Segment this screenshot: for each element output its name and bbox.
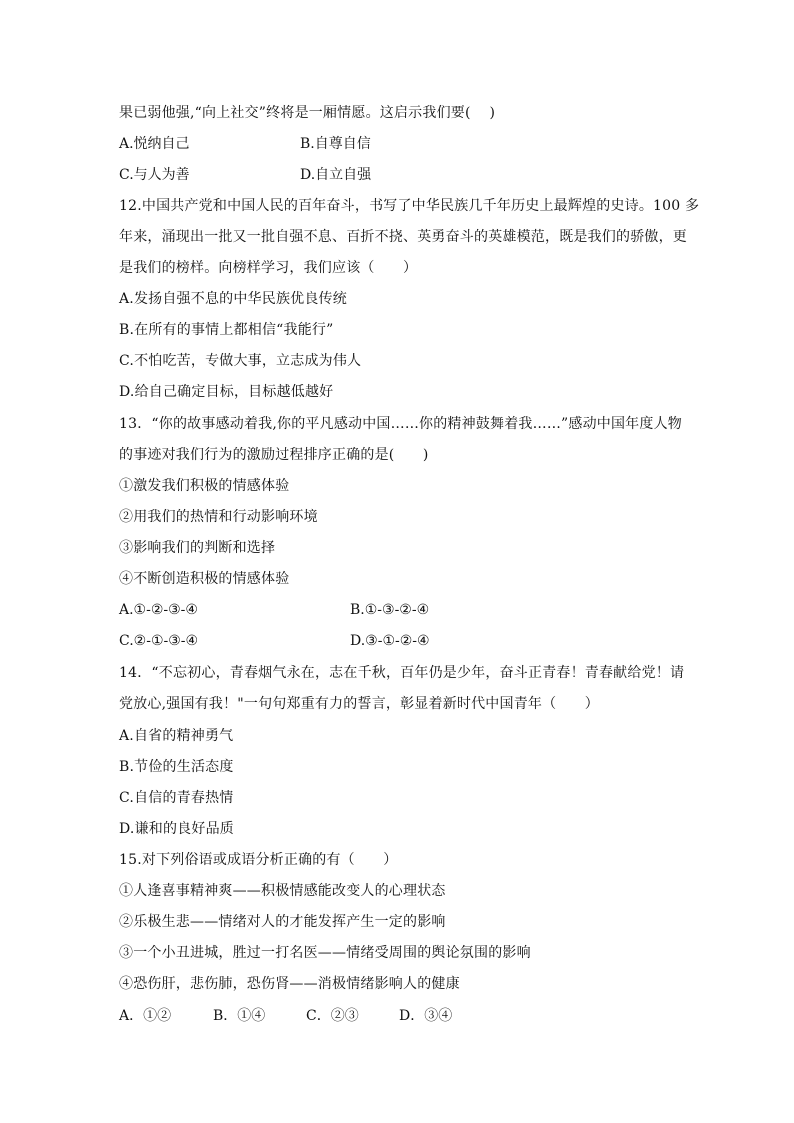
q15-item-1: ①人逢喜事精神爽——积极情感能改变人的心理状态	[119, 883, 446, 899]
q13-option-a: A.①-②-③-④	[119, 602, 198, 618]
q13-option-c: C.②-①-③-④	[119, 633, 199, 649]
q14-option-d: D.谦和的良好品质	[119, 821, 234, 837]
q11-option-a: A.悦纳自己	[119, 136, 190, 152]
q13-item-3: ③影响我们的判断和选择	[119, 540, 276, 556]
q12-stem-line-2: 年来，涌现出一批又一批自强不息、百折不挠、英勇奋斗的英雄模范，既是我们的骄傲，更	[119, 229, 687, 245]
q12-stem-line-1: 12.中国共产党和中国人民的百年奋斗，书写了中华民族几千年历史上最辉煌的史诗。100 多	[119, 198, 700, 214]
q13-item-4: ④不断创造积极的情感体验	[119, 571, 290, 587]
q15-item-2: ②乐极生悲——情绪对人的才能发挥产生一定的影响	[119, 914, 446, 930]
q14-option-a: A.自省的精神勇气	[119, 728, 234, 744]
q13-option-d: D.③-①-②-④	[350, 633, 430, 649]
q14-option-b: B.节俭的生活态度	[119, 759, 234, 775]
q14-stem-line-1: 14．“不忘初心，青春烟气永在，志在千秋，百年仍是少年，奋斗正青春！青春献给党！请	[119, 665, 685, 681]
q15-option-c: C．②③	[306, 1008, 359, 1024]
q15-option-a: A．①②	[119, 1008, 172, 1024]
q15-item-4: ④恐伤肝，悲伤肺，恐伤肾——消极情绪影响人的健康	[119, 976, 460, 992]
q14-option-c: C.自信的青春热情	[119, 790, 234, 806]
q15-option-d: D．③④	[399, 1008, 453, 1024]
q13-item-1: ①激发我们积极的情感体验	[119, 478, 290, 494]
q13-item-2: ②用我们的热情和行动影响环境	[119, 509, 318, 525]
q13-stem-line-1: 13．“你的故事感动着我,你的平凡感动中国……你的精神鼓舞着我……”感动中国年度人物	[119, 416, 682, 432]
q12-option-b: B.在所有的事情上都相信“我能行”	[119, 322, 334, 338]
q11-option-b: B.自尊自信	[300, 136, 371, 152]
q13-stem-line-2: 的事迹对我们行为的激励过程排序正确的是( )	[119, 447, 429, 463]
q11-stem-line: 果已弱他强,“向上社交”终将是一厢情愿。这启示我们要( )	[119, 105, 496, 121]
q14-stem-line-2: 党放心,强国有我！"一句句郑重有力的誓言，彰显着新时代中国青年（ ）	[119, 696, 599, 712]
q15-item-3: ③一个小丑进城，胜过一打名医——情绪受周围的舆论氛围的影响	[119, 945, 531, 961]
q12-stem-line-3: 是我们的榜样。向榜样学习，我们应该（ ）	[119, 260, 418, 276]
q11-option-d: D.自立自强	[300, 167, 372, 183]
q12-option-d: D.给自己确定目标，目标越低越好	[119, 384, 334, 400]
q15-stem-line: 15.对下列俗语或成语分析正确的有（ ）	[119, 852, 398, 868]
q12-option-a: A.发扬自强不息的中华民族优良传统	[119, 291, 347, 307]
q13-option-b: B.①-③-②-④	[350, 602, 430, 618]
q11-option-c: C.与人为善	[119, 167, 190, 183]
q15-option-b: B．①④	[213, 1008, 266, 1024]
q12-option-c: C.不怕吃苦，专做大事，立志成为伟人	[119, 353, 362, 369]
